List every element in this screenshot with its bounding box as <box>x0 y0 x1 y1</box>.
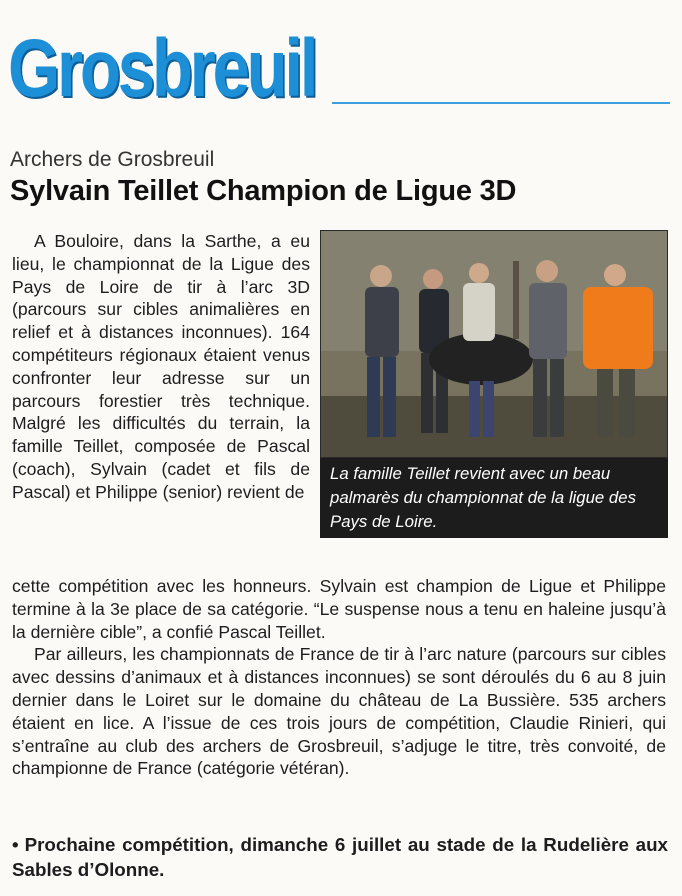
paragraph-1-continuation: cette compétition avec les honneurs. Sylvain est champion de Ligue et Philippe termine à la 3e place de sa catégorie. “Le suspense nous a tenu en haleine jusqu’à la dernière cible”, a confié Pascal Teillet. <box>12 576 666 642</box>
masthead <box>6 23 670 128</box>
article-headline: Sylvain Teillet Champion de Ligue 3D <box>10 175 517 207</box>
masthead-title: Grosbreuil <box>8 23 316 114</box>
paragraph-2: Par ailleurs, les championnats de France de tir à l’arc nature (parcours sur cibles avec dessins d’animaux et à distances inconnues) se sont déroulés du 6 au 8 juin dernier dans le Loiret sur le domaine du château de La Bussière. 535 archers étaient en lice. A l’issue de ces trois jours de compétition, Claudie Rinieri, qui s’entraîne au club des archers de Grosbreuil, s’adjuge le titre, très convoité, de championne de France (catégorie vétéran). <box>12 644 666 779</box>
masthead-rule <box>332 102 670 104</box>
article-column-full <box>12 575 666 780</box>
next-event-note <box>12 832 668 882</box>
paragraph-1-top: A Bouloire, dans la Sarthe, a eu lieu, le championnat de la Ligue des Pays de Loire de tir à l’arc 3D (parcours sur cibles animalières en relief et à distances inconnues). 164 compétiteurs régionaux étaient venus confronter leur adresse sur un parcours forestier très technique. Malgré les difficultés du terrain, la famille Teillet, composée de Pascal (coach), Sylvain (cadet et fils de Pascal) et Philippe (senior) revient de <box>12 231 310 502</box>
article-kicker: Archers de Grosbreuil <box>10 148 215 171</box>
photo-caption: La famille Teillet revient avec un beau palmarès du championnat de la ligue des Pays de Loire. <box>320 458 668 538</box>
next-event-text: Prochaine compétition, dimanche 6 juillet au stade de la Rudelière aux Sables d’Olonne. <box>12 834 668 880</box>
article-column-left <box>12 230 310 504</box>
article-photo <box>320 230 668 458</box>
photo-illustration <box>321 231 668 458</box>
bullet-symbol: • <box>12 834 19 855</box>
